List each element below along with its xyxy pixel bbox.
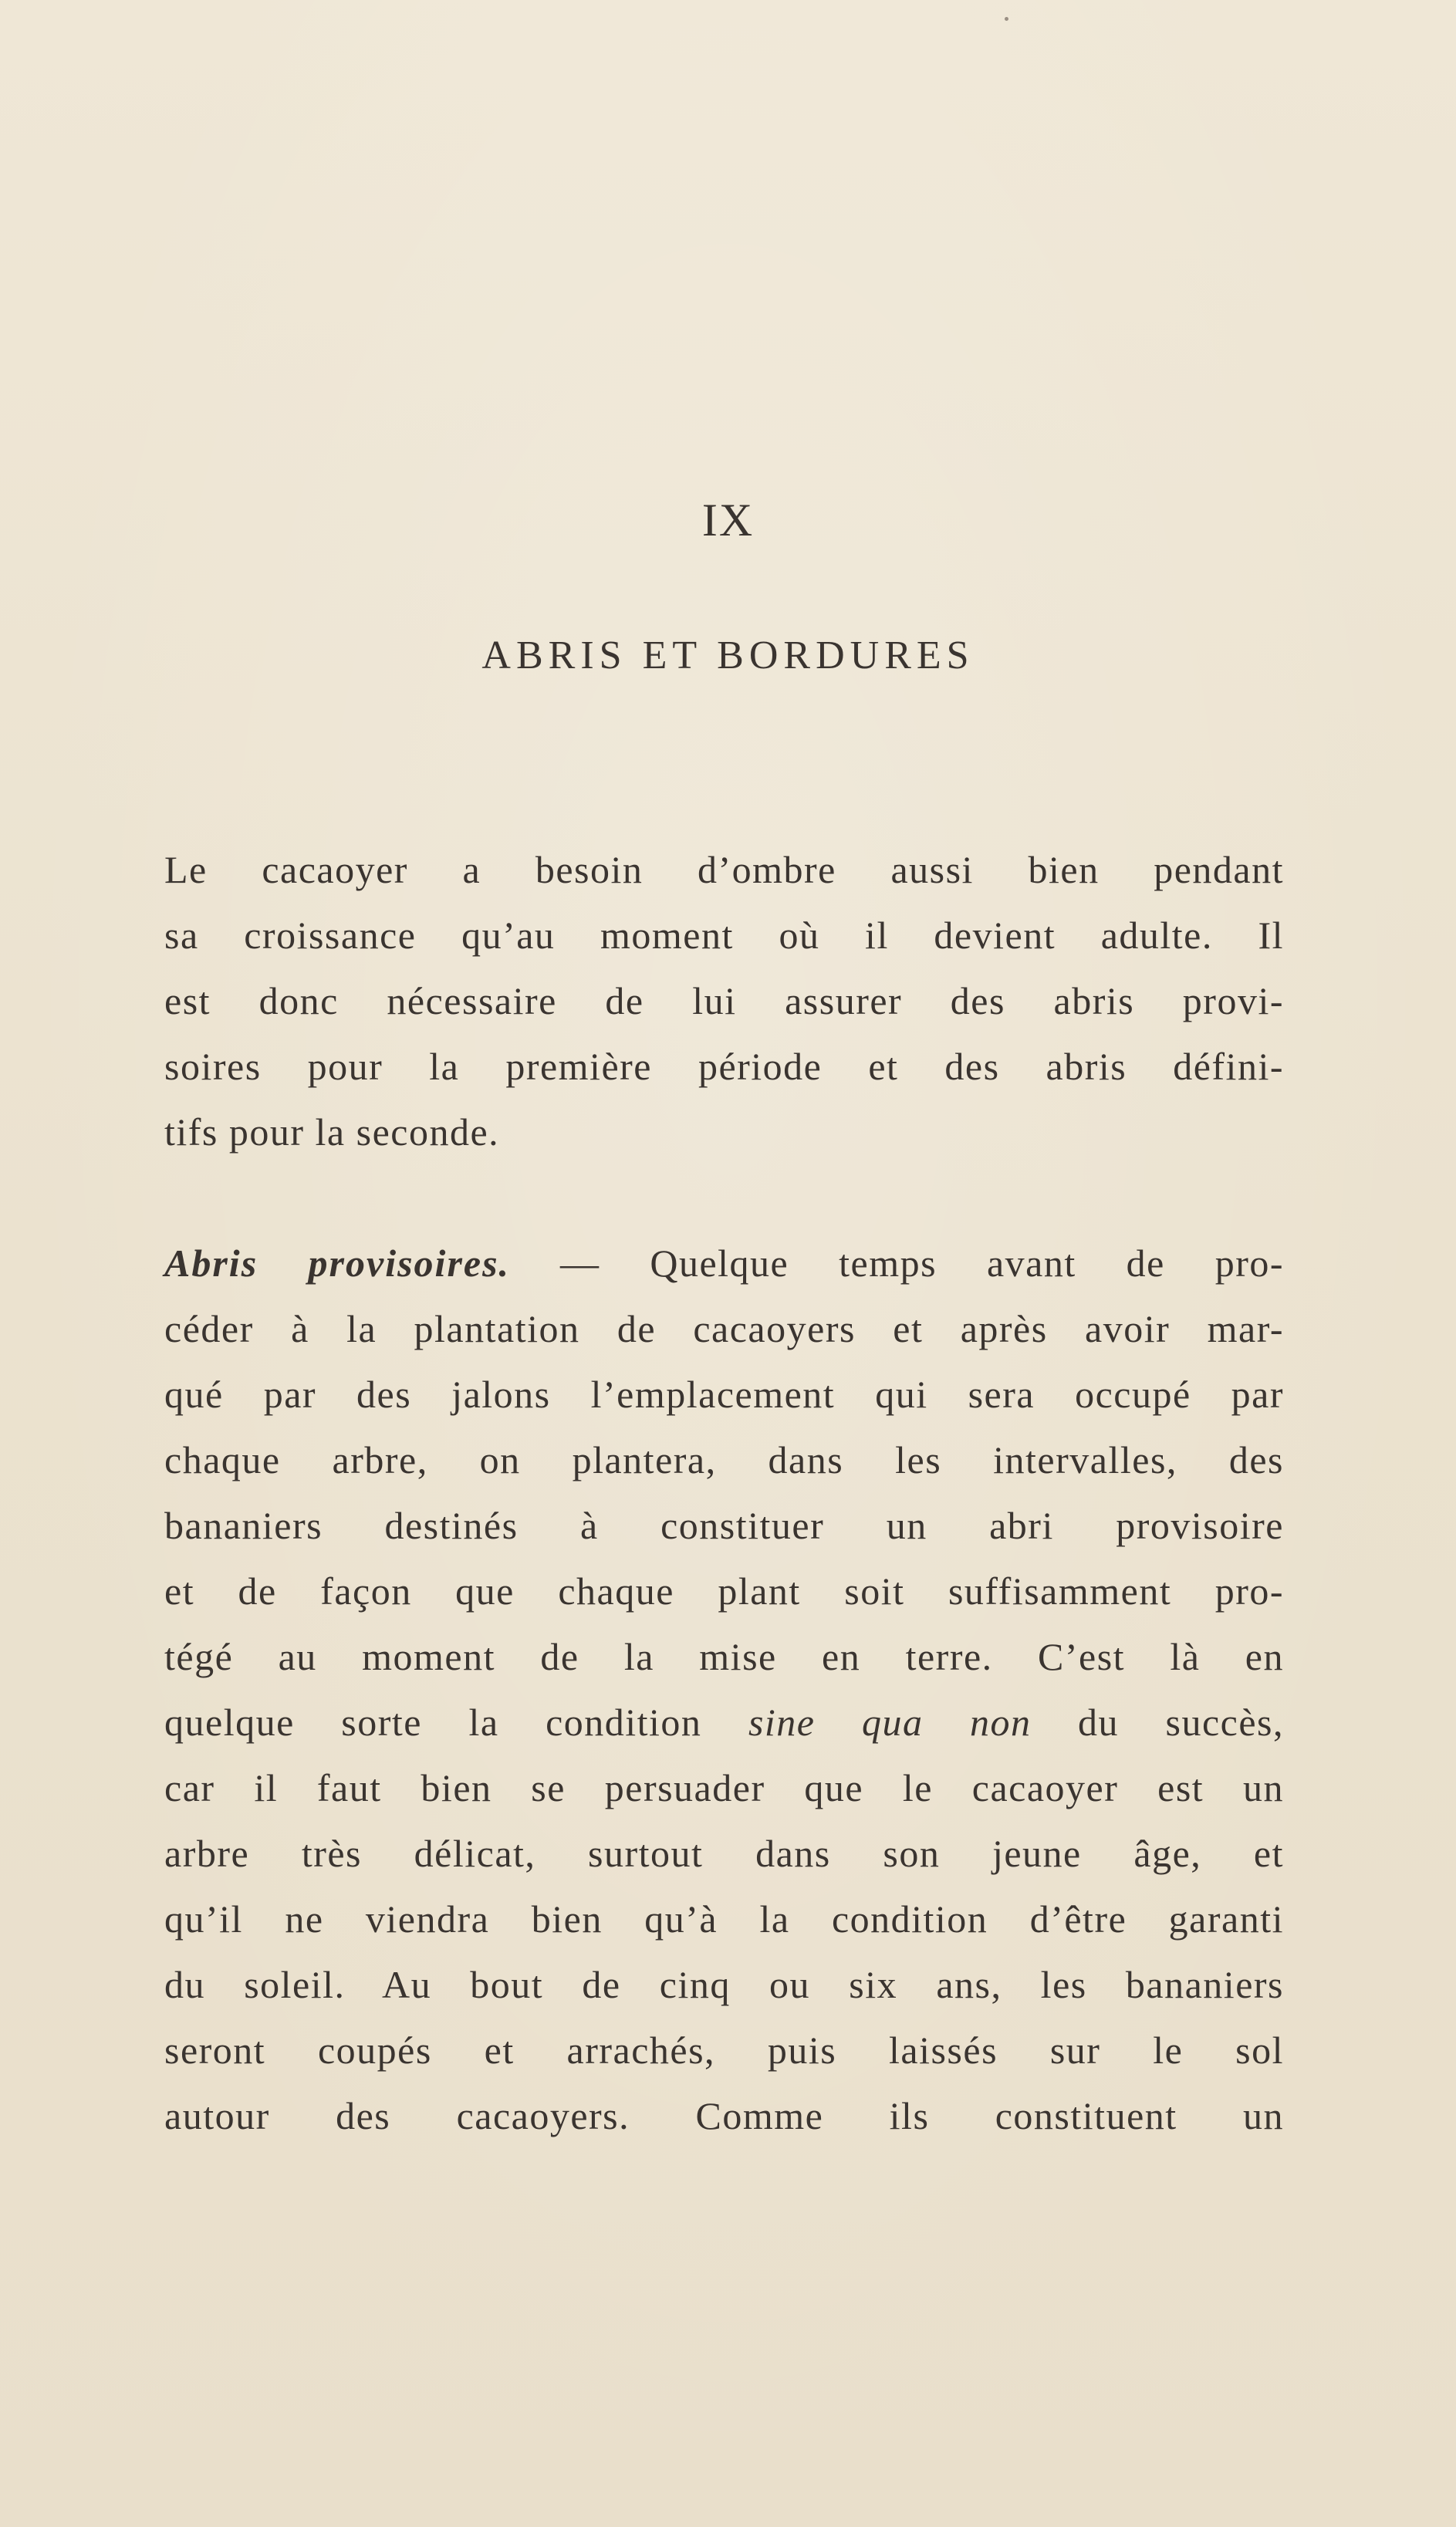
paragraph-line: sa croissance qu’au moment où il devient adulte. Il <box>164 914 1284 957</box>
paragraph-line: qué par des jalons l’emplacement qui sera occupé par <box>164 1373 1284 1416</box>
paragraph-line: est donc nécessaire de lui assurer des abris provi- <box>164 979 1284 1022</box>
paragraph-line: qu’il ne viendra bien qu’à la condition d’être garanti <box>164 1897 1284 1941</box>
paragraph-line <box>164 1231 1284 1296</box>
paragraph-line: céder à la plantation de cacaoyers et après avoir mar- <box>164 1307 1284 1350</box>
paragraph-line-rest: — Quelque temps avant de pro- <box>510 1242 1284 1285</box>
paragraph-line: Le cacaoyer a besoin d’ombre aussi bien pendant <box>164 848 1284 891</box>
line-text: du succès, <box>1031 1701 1285 1744</box>
paragraph-line: et de façon que chaque plant soit suffisamment pro- <box>164 1569 1284 1613</box>
paragraph-line: soires pour la première période et des abris défini- <box>164 1045 1284 1088</box>
latin-phrase: sine qua non <box>748 1701 1032 1744</box>
section-heading: Abris provisoires. <box>164 1242 511 1285</box>
line-text: quelque sorte la condition <box>164 1701 748 1744</box>
chapter-title: ABRIS ET BORDURES <box>481 633 975 677</box>
paragraph-line: chaque arbre, on plantera, dans les intervalles, des <box>164 1438 1284 1481</box>
paragraph-line: seront coupés et arrachés, puis laissés sur le sol <box>164 2029 1284 2072</box>
paragraph-line: arbre très délicat, surtout dans son jeune âge, et <box>164 1832 1284 1875</box>
paragraph-line: du soleil. Au bout de cinq ou six ans, les bananiers <box>164 1963 1284 2006</box>
paragraph-line <box>164 1690 1284 1755</box>
paragraph-line: car il faut bien se persuader que le cacaoyer est un <box>164 1766 1284 1809</box>
paragraph-line: autour des cacaoyers. Comme ils constituent un <box>164 2094 1284 2137</box>
paragraph-1 <box>164 837 1284 1165</box>
page-speck <box>1005 17 1008 21</box>
chapter-number: IX <box>701 495 755 546</box>
paragraph-line: tifs pour la seconde. <box>164 1110 500 1154</box>
paragraph-line: bananiers destinés à constituer un abri provisoire <box>164 1504 1284 1547</box>
paragraph-line: tégé au moment de la mise en terre. C’est là en <box>164 1635 1284 1678</box>
paragraph-2 <box>164 1231 1284 2149</box>
